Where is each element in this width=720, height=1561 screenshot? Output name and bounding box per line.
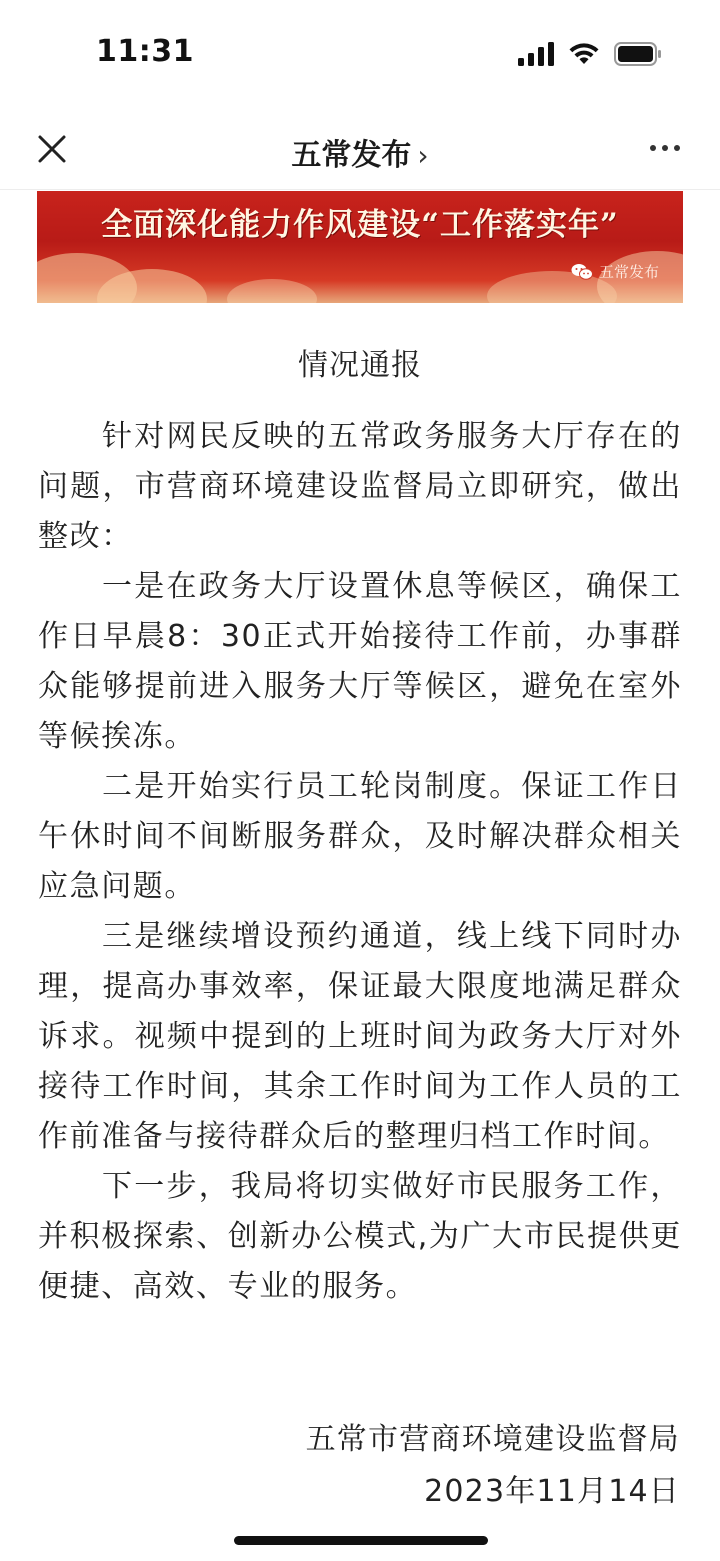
article-paragraph: 下一步，我局将切实做好市民服务工作，并积极探索、创新办公模式,为广大市民提供更便捷、高效、专业的服务。 (38, 1169, 682, 1304)
article-banner (37, 191, 683, 303)
banner-watermark (571, 261, 659, 282)
signal-icon (518, 42, 554, 66)
article-paragraph: 针对网民反映的五常政务服务大厅存在的问题，市营商环境建设监督局立即研究，做出整改： (38, 419, 682, 554)
article-paragraph: 一是在政务大厅设置休息等候区，确保工作日早晨8：30正式开始接待工作前，办事群众能够提前进入服务大厅等候区，避免在室外等候挨冻。 (38, 569, 682, 754)
status-bar (0, 0, 720, 108)
signature-organization: 五常市营商环境建设监督局 (305, 1422, 680, 1457)
wifi-icon (568, 42, 600, 66)
article-paragraph: 二是开始实行员工轮岗制度。保证工作日午休时间不间断服务群众，及时解决群众相关应急问题。 (38, 769, 682, 904)
more-icon[interactable] (650, 136, 686, 160)
signature-date: 2023年11月14日 (424, 1474, 680, 1509)
account-name: 五常发布 (291, 138, 412, 173)
status-time: 11:31 (96, 34, 194, 69)
banner-watermark-text: 五常发布 (598, 263, 659, 281)
banner-headline: 全面深化能力作风建设“工作落实年” (101, 207, 619, 243)
article-title: 情况通报 (298, 348, 422, 383)
battery-icon (614, 42, 662, 66)
chevron-right-icon: › (417, 139, 429, 172)
nav-bar (0, 108, 720, 190)
status-icons (518, 40, 662, 68)
home-indicator[interactable] (234, 1536, 488, 1545)
article-paragraph: 三是继续增设预约通道，线上线下同时办理，提高办事效率，保证最大限度地满足群众诉求。视频中提到的上班时间为政务大厅对外接待工作时间，其余工作时间为工作人员的工作前准备与接待群众后的整理归档工作时间。 (38, 919, 682, 1154)
account-title-link[interactable] (0, 130, 720, 174)
article-body (38, 412, 682, 1312)
wechat-icon (571, 263, 593, 281)
